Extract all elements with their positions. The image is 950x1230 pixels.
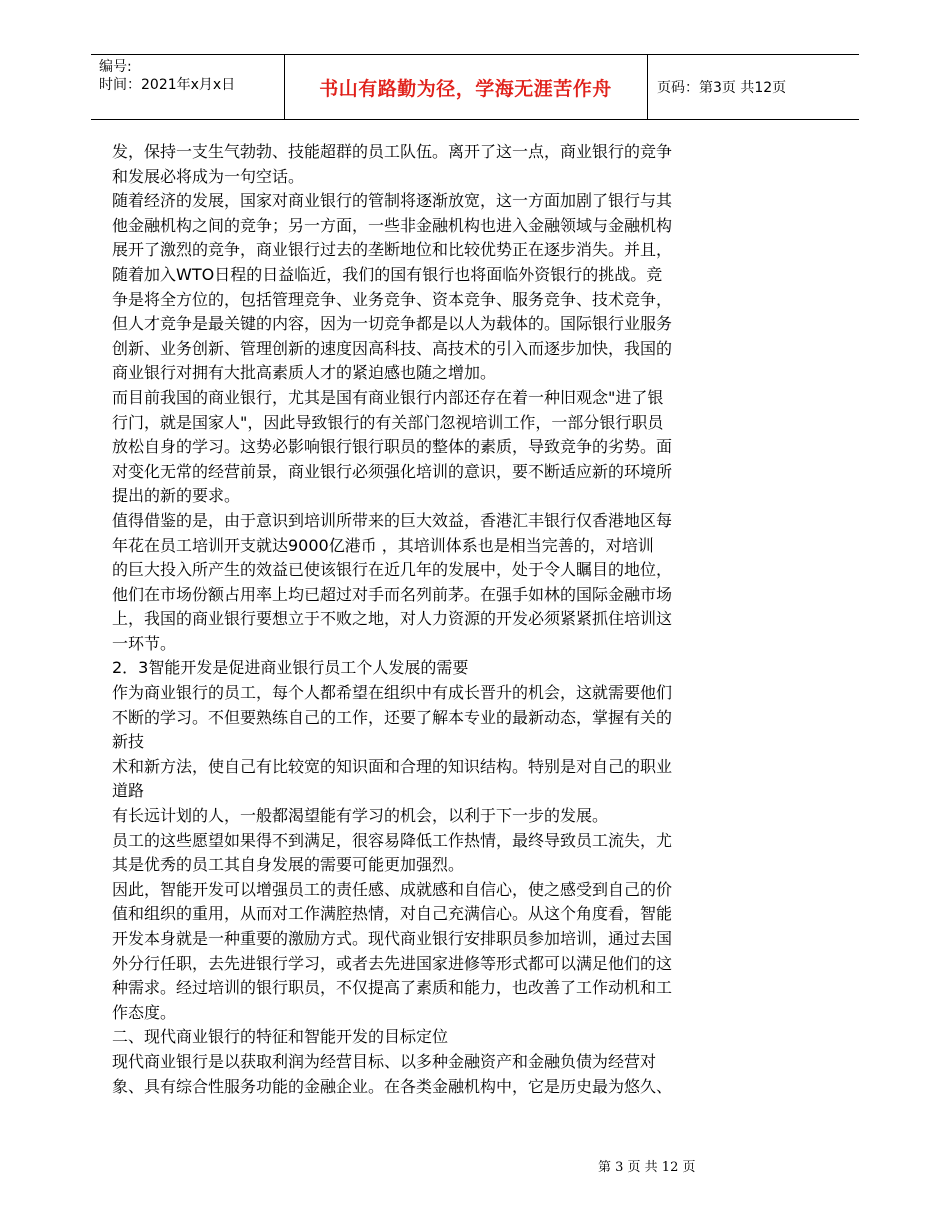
header-meta	[99, 58, 235, 94]
header-motto: 书山有路勤为径，学海无涯苦作舟	[319, 77, 612, 100]
body-text-line: 而目前我国的商业银行，尤其是国有商业银行内部还存在着一种旧观念"进了银	[112, 387, 664, 407]
body-text-line: 值和组织的重用，从而对工作满腔热情，对自己充满信心。从这个角度看，智能	[112, 904, 673, 924]
document-body	[112, 140, 772, 1099]
body-text-line: 象、具有综合性服务功能的金融企业。在各类金融机构中，它是历史最为悠久、	[112, 1076, 673, 1096]
body-text-line: 行门，就是国家人"，因此导致银行的有关部门忽视培训工作，一部分银行职员	[112, 412, 664, 432]
body-text-line: 商业银行对拥有大批高素质人才的紧迫感也随之增加。	[112, 363, 497, 383]
body-text-line: 有长远计划的人，一般都渴望能有学习的机会，以利于下一步的发展。	[112, 806, 609, 826]
body-text-line: 展开了激烈的竞争，商业银行过去的垄断地位和比较优势正在逐步消失。并且，	[112, 240, 673, 260]
page-footer: 第 3 页 共 12 页	[598, 1160, 696, 1175]
body-text-line: 员工的这些愿望如果得不到满足，很容易降低工作热情，最终导致员工流失，尤	[112, 830, 673, 850]
body-text-line: 值得借鉴的是，由于意识到培训所带来的巨大效益，香港汇丰银行仅香港地区每	[112, 510, 673, 530]
body-text-line: 但人才竞争是最关键的内容，因为一切竞争都是以人为载体的。国际银行业服务	[112, 314, 673, 334]
body-text-line: 的巨大投入所产生的效益已使该银行在近几年的发展中，处于令人瞩目的地位，	[112, 560, 673, 580]
page-header	[91, 52, 859, 120]
body-text-line: 和发展必将成为一句空话。	[112, 166, 305, 186]
body-text-line: 作为商业银行的员工，每个人都希望在组织中有成长晋升的机会，这就需要他们	[112, 683, 673, 703]
body-text-line: 提出的新的要求。	[112, 486, 241, 506]
body-text-line: 争是将全方位的，包括管理竞争、业务竞争、资本竞争、服务竞争、技术竞争，	[112, 289, 673, 309]
header-page-number: 页码：第3页 共12页	[657, 80, 787, 96]
body-text-line: 他金融机构之间的竞争；另一方面，一些非金融机构也进入金融领域与金融机构	[112, 215, 673, 235]
body-text-line: 随着经济的发展，国家对商业银行的管制将逐渐放宽，这一方面加剧了银行与其	[112, 191, 673, 211]
body-text-line: 放松自身的学习。这势必影响银行银行职员的整体的素质，导致竞争的劣势。面	[112, 437, 673, 457]
body-text-line: 外分行任职，去先进银行学习，或者去先进国家进修等形式都可以满足他们的这	[112, 953, 673, 973]
body-text-line: 对变化无常的经营前景，商业银行必须强化培训的意识，要不断适应新的环境所	[112, 461, 673, 481]
body-text-line: 其是优秀的员工其自身发展的需要可能更加强烈。	[112, 855, 465, 875]
body-text-line: 现代商业银行是以获取利润为经营目标、以多种金融资产和金融负债为经营对	[112, 1051, 657, 1071]
body-text-line: 作态度。	[112, 1002, 177, 1022]
body-text-line: 二、现代商业银行的特征和智能开发的目标定位	[112, 1027, 449, 1047]
body-text-line: 他们在市场份额占用率上均已超过对手而名列前茅。在强手如林的国际金融市场	[112, 584, 673, 604]
body-text-line: 一环节。	[112, 633, 177, 653]
body-text-line: 新技	[112, 732, 145, 752]
document-number-label: 编号:	[99, 59, 132, 75]
body-text-line: 开发本身就是一种重要的激励方式。现代商业银行安排职员参加培训，通过去国	[112, 929, 673, 948]
body-text-line: 因此，智能开发可以增强员工的责任感、成就感和自信心，使之感受到自己的价	[112, 879, 673, 899]
body-text-line: 随着加入WTO日程的日益临近，我们的国有银行也将面临外资银行的挑战。竞	[112, 264, 663, 284]
body-text-line: 发，保持一支生气勃勃、技能超群的员工队伍。离开了这一点，商业银行的竞争	[112, 142, 673, 161]
body-text-line: 术和新方法，使自己有比较宽的知识面和合理的知识结构。特别是对自己的职业	[112, 756, 673, 776]
document-date: 时间：2021年x月x日	[99, 77, 236, 93]
body-text-line: 创新、业务创新、管理创新的速度因高科技、高技术的引入而逐步加快，我国的	[112, 338, 673, 358]
body-text-line: 2．3智能开发是促进商业银行员工个人发展的需要	[112, 658, 469, 678]
body-text-line: 年花在员工培训开支就达9000亿港币 ，其培训体系也是相当完善的，对培训	[112, 535, 654, 555]
body-text-line: 种需求。经过培训的银行职员，不仅提高了素质和能力，也改善了工作动机和工	[112, 978, 673, 998]
body-text-line: 上，我国的商业银行要想立于不败之地，对人力资源的开发必须紧紧抓住培训这	[112, 609, 673, 629]
body-text-line: 不断的学习。不但要熟练自己的工作，还要了解本专业的最新动态，掌握有关的	[112, 707, 673, 727]
body-text-line: 道路	[112, 781, 145, 801]
